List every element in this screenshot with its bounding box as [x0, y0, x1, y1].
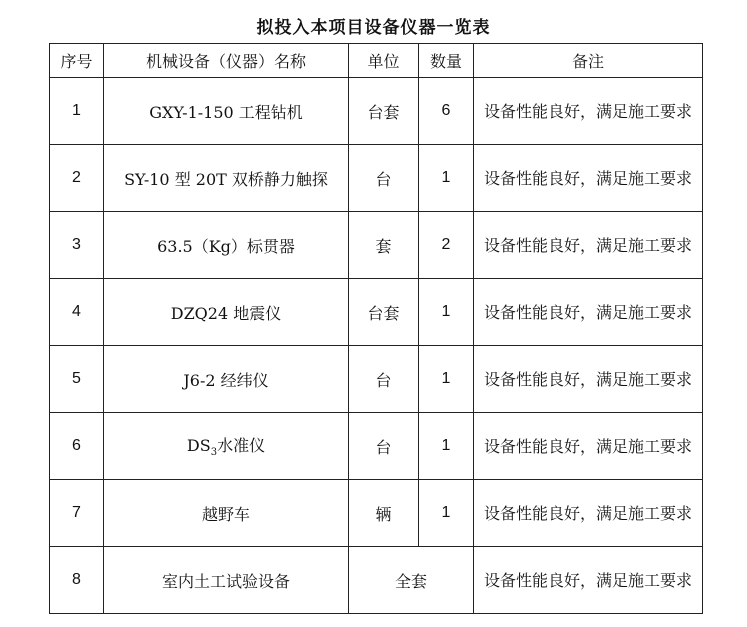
row-remark: 设备性能良好，满足施工要求 [474, 212, 703, 279]
header-qty: 数量 [419, 44, 474, 78]
row-unit: 台套 [349, 279, 419, 346]
row-unit: 台套 [349, 78, 419, 145]
row-name: J6-2 经纬仪 [104, 346, 349, 413]
row-unit-qty: 全套 [349, 547, 474, 614]
row-qty: 1 [419, 279, 474, 346]
table-row [50, 346, 703, 413]
header-remark: 备注 [474, 44, 703, 78]
table-row [50, 413, 703, 480]
row-unit: 台 [349, 346, 419, 413]
row-unit: 台 [349, 413, 419, 480]
row-no: 5 [50, 346, 104, 413]
table-row [50, 145, 703, 212]
name-rest: 水准仪 [217, 436, 266, 456]
name-subscript: 3 [210, 447, 218, 459]
row-unit: 台 [349, 145, 419, 212]
table-row [50, 547, 703, 614]
row-no: 1 [50, 78, 104, 145]
row-remark: 设备性能良好，满足施工要求 [474, 145, 703, 212]
row-remark: 设备性能良好，满足施工要求 [474, 279, 703, 346]
row-remark: 设备性能良好，满足施工要求 [474, 346, 703, 413]
row-unit: 套 [349, 212, 419, 279]
document-title: 拟投入本项目设备仪器一览表 [256, 18, 491, 38]
row-no: 6 [50, 413, 104, 480]
row-qty: 1 [419, 346, 474, 413]
row-unit: 辆 [349, 480, 419, 547]
table-row [50, 279, 703, 346]
header-name: 机械设备（仪器）名称 [104, 44, 349, 78]
row-qty: 1 [419, 413, 474, 480]
row-no: 3 [50, 212, 104, 279]
name-main: DS [186, 436, 211, 456]
row-name: DZQ24 地震仪 [104, 279, 349, 346]
row-no: 8 [50, 547, 104, 614]
row-qty: 2 [419, 212, 474, 279]
header-no: 序号 [50, 44, 104, 78]
row-no: 4 [50, 279, 104, 346]
row-qty: 1 [419, 480, 474, 547]
row-name: 63.5（Kg）标贯器 [104, 212, 349, 279]
row-name: GXY-1-150 工程钻机 [104, 78, 349, 145]
row-no: 2 [50, 145, 104, 212]
row-name: SY-10 型 20T 双桥静力触探 [104, 145, 349, 212]
table-row [50, 212, 703, 279]
row-name: 越野车 [104, 480, 349, 547]
row-name: 室内土工试验设备 [104, 547, 349, 614]
row-qty: 6 [419, 78, 474, 145]
row-remark: 设备性能良好，满足施工要求 [474, 413, 703, 480]
equipment-table [49, 43, 703, 614]
table-row [50, 78, 703, 145]
row-remark: 设备性能良好，满足施工要求 [474, 547, 703, 614]
table-header-row [50, 44, 703, 78]
header-unit: 单位 [349, 44, 419, 78]
row-name [104, 413, 349, 480]
row-remark: 设备性能良好，满足施工要求 [474, 78, 703, 145]
row-no: 7 [50, 480, 104, 547]
row-qty: 1 [419, 145, 474, 212]
row-remark: 设备性能良好，满足施工要求 [474, 480, 703, 547]
table-row [50, 480, 703, 547]
